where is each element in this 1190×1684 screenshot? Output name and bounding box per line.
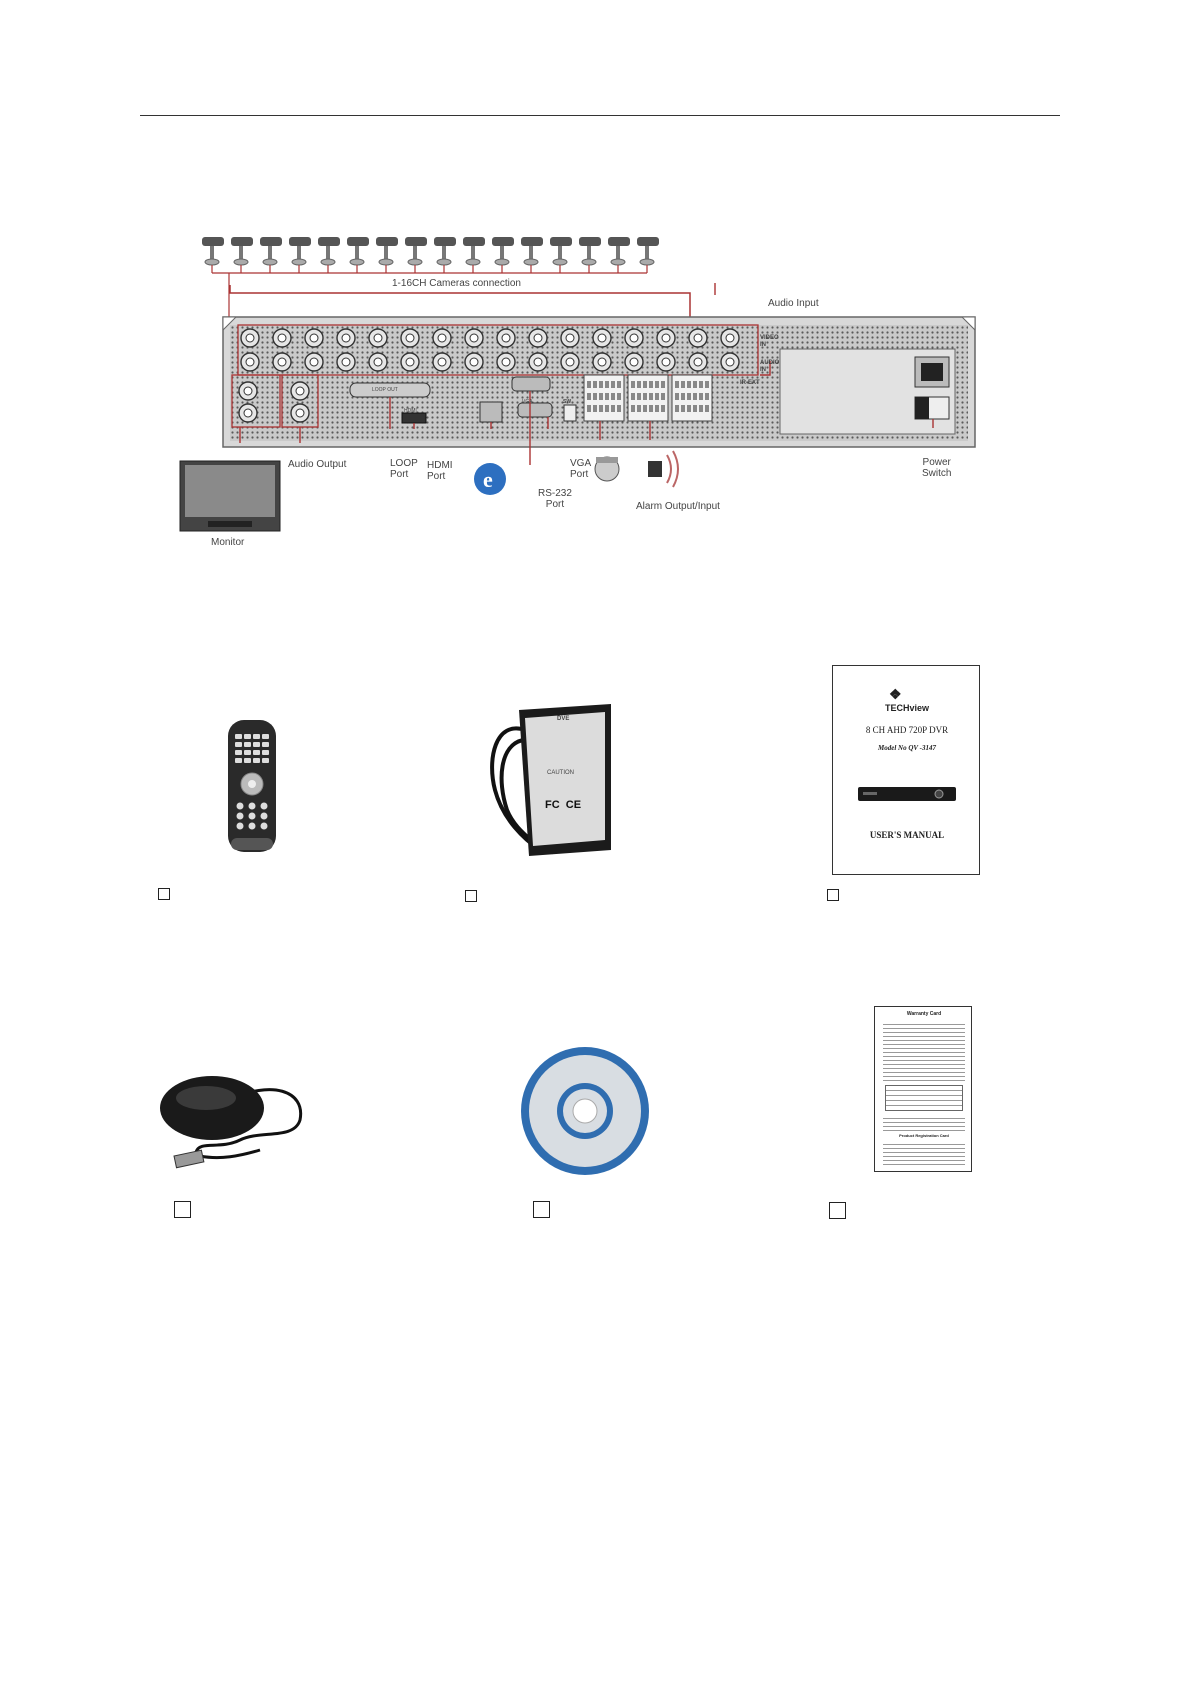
- mouse-image: [160, 1060, 306, 1172]
- vga-panel-label: VGA: [522, 399, 533, 405]
- video-in-label-line2: IN: [760, 342, 766, 348]
- adapter-checkbox[interactable]: [465, 890, 477, 902]
- hdmi-panel-label: HDMI: [404, 408, 417, 414]
- connection-diagram: [170, 225, 1030, 565]
- svg-text:e: e: [483, 467, 493, 492]
- warranty-lines-3: [883, 1141, 965, 1167]
- diagram-graphic: [170, 225, 1030, 565]
- video-in-label: [760, 335, 779, 349]
- power-switch-line1: Power: [922, 457, 951, 468]
- mouse-icon: [160, 1060, 306, 1172]
- manual-checkbox[interactable]: [827, 889, 839, 901]
- adapter-caution: CAUTION: [547, 770, 574, 776]
- hdmi-port-label: [427, 460, 453, 482]
- warranty-checkbox[interactable]: [829, 1202, 846, 1219]
- warranty-lines: [883, 1021, 965, 1081]
- power-switch-line2: Switch: [922, 468, 952, 479]
- dvr-unit-image: [857, 784, 957, 804]
- alarm-label: Alarm Output/Input: [636, 501, 720, 512]
- manual-title: 8 CH AHD 720P DVR: [865, 725, 949, 735]
- vga-port-line2: Port: [570, 469, 589, 480]
- hdmi-port-line2: Port: [427, 471, 446, 482]
- power-adapter-image: [485, 700, 615, 860]
- adapter-fc-ce: FC CE: [545, 799, 582, 811]
- manual-footer: USER'S MANUAL: [869, 830, 945, 840]
- loop-port-line2: Port: [390, 469, 409, 480]
- warranty-title: Warranty Card: [906, 1011, 942, 1017]
- rs232-port-line1: RS-232: [538, 488, 572, 499]
- users-manual-image: [832, 665, 980, 875]
- audio-in-label-line1: AUDIO: [760, 360, 780, 366]
- techview-logo-icon: ❖: [889, 686, 902, 702]
- remote-checkbox[interactable]: [158, 888, 170, 900]
- warranty-card-image: [874, 1006, 972, 1172]
- vga-port-line1: VGA: [570, 458, 592, 469]
- warranty-table: [885, 1085, 963, 1111]
- cd-checkbox[interactable]: [533, 1201, 550, 1218]
- vga-port-label: [570, 458, 591, 480]
- warranty-lines-2: [883, 1115, 965, 1131]
- rs232-port-line2: Port: [545, 499, 565, 510]
- manual-model: Model No QV -3147: [877, 744, 936, 752]
- audio-in-label-line2: IN: [760, 367, 766, 373]
- power-adapter-icon: [485, 700, 615, 860]
- video-in-label-line1: VIDEO: [760, 335, 779, 341]
- rs232-port-label: [538, 488, 572, 510]
- loop-out-label: LOOP OUT: [372, 387, 398, 393]
- remote-control-icon: [226, 718, 278, 856]
- sw-panel-label: SW: [563, 399, 572, 405]
- cd-disc-icon: [519, 1045, 651, 1177]
- warranty-section: Product Registration Card: [899, 1133, 949, 1138]
- power-switch-label: [922, 457, 951, 479]
- loop-port-label: [390, 458, 418, 480]
- ir-ext-label: IR-EXT: [740, 380, 760, 386]
- audio-in-label: [760, 360, 779, 374]
- cd-disc-image: [519, 1045, 651, 1177]
- mouse-checkbox[interactable]: [174, 1201, 191, 1218]
- loop-port-line1: LOOP: [390, 458, 418, 469]
- remote-control-image: [226, 718, 278, 856]
- audio-input-label: Audio Input: [768, 298, 819, 309]
- audio-output-label: Audio Output: [288, 459, 347, 470]
- monitor-label: Monitor: [211, 537, 245, 548]
- header-rule: [140, 115, 1060, 116]
- manual-brand: TECHview: [884, 703, 929, 713]
- hdmi-port-line1: HDMI: [427, 460, 453, 471]
- adapter-brand: DVE: [557, 716, 570, 722]
- cameras-label: 1-16CH Cameras connection: [392, 278, 521, 289]
